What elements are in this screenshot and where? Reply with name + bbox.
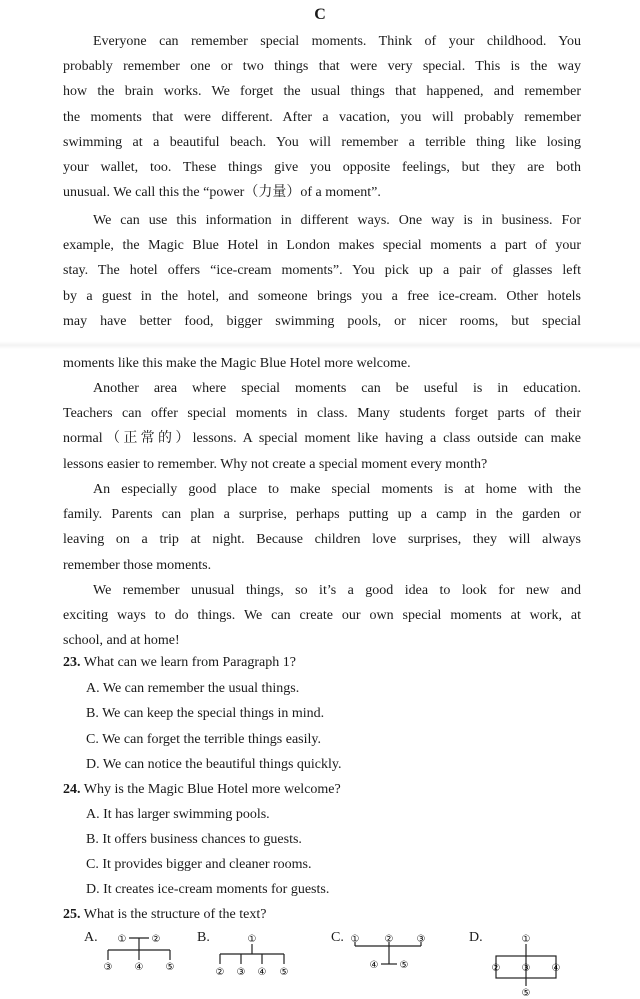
text-line: Everyone can remember special moments. Think of your childhood. You	[93, 34, 581, 49]
option-23-b[interactable]: B. We can keep the special things in mind.	[86, 706, 325, 721]
option-25-d[interactable]: D.	[469, 930, 483, 945]
circled-number: ②	[151, 934, 161, 945]
circled-number: ⑤	[165, 962, 175, 973]
paragraph-4	[63, 477, 581, 578]
option-23-d[interactable]: D. We can notice the beautiful things quickly.	[86, 757, 342, 772]
structure-diagram-c	[345, 928, 440, 974]
option-23-c[interactable]: C. We can forget the terrible things easily.	[86, 732, 321, 747]
text-line: may have better food, bigger swimming pools, or nicer rooms, but special	[63, 313, 581, 329]
text-line: family. Parents can plan a surprise, perhaps putting up a camp in the garden or	[63, 507, 581, 523]
text-line: remember those moments.	[63, 557, 212, 573]
text-line: by a guest in the hotel, and someone brings you a free ice-cream. Other hotels	[63, 288, 581, 304]
structure-diagram-d	[484, 928, 574, 998]
text-line: example, the Magic Blue Hotel in London makes special moments a part of your	[63, 238, 581, 254]
circled-number: ②	[384, 934, 394, 945]
structure-diagram-a	[98, 928, 188, 978]
text-line: unusual. We call this the “power（力量）of a moment”.	[63, 185, 381, 201]
text-line: An especially good place to make special moments is at home with the	[93, 482, 581, 497]
text-line: moments like this make the Magic Blue Hotel more welcome.	[63, 356, 411, 371]
option-25-a[interactable]: A.	[84, 930, 98, 945]
text-line: We remember unusual things, so it’s a good idea to look for new and	[93, 583, 581, 598]
text-line: your wallet, too. These things give you opposite feelings, but they are both	[63, 160, 581, 176]
circled-number: ①	[117, 934, 127, 945]
text-line: lessons easier to remember. Why not create a special moment every month?	[63, 456, 488, 472]
text-line: the moments that were different. After a vacation, you will probably remember	[63, 109, 581, 125]
question-25	[63, 905, 266, 925]
paragraph-2-continued	[63, 351, 581, 376]
text-line: how the brain works. We forget the usual things that happened, and remember	[63, 84, 581, 100]
option-23-a[interactable]: A. We can remember the usual things.	[86, 681, 300, 696]
circled-number: ①	[247, 934, 257, 945]
circled-number: ⑤	[279, 967, 289, 978]
question-text: What can we learn from Paragraph 1?	[83, 655, 296, 670]
question-number: 24.	[63, 782, 81, 797]
question-number: 25.	[63, 907, 81, 922]
circled-number: ④	[369, 960, 379, 971]
text-line: We can use this information in different ways. One way is in business. For	[93, 213, 581, 228]
circled-number: ③	[416, 934, 426, 945]
paragraph-1	[63, 29, 581, 205]
circled-number: ⑤	[521, 988, 531, 998]
option-25-c[interactable]: C.	[331, 930, 344, 945]
text-line: Teachers can offer special moments in class. Many students forget parts of their	[63, 406, 581, 422]
question-text: Why is the Magic Blue Hotel more welcome?	[83, 782, 341, 797]
structure-diagram-b	[210, 928, 300, 982]
section-letter: C	[314, 6, 326, 23]
question-text: What is the structure of the text?	[83, 907, 267, 922]
circled-number: ③	[521, 963, 531, 974]
circled-number: ①	[350, 934, 360, 945]
circled-number: ④	[551, 963, 561, 974]
text-line: Another area where special moments can be useful is in education.	[93, 381, 581, 396]
page-fold	[0, 341, 640, 349]
circled-number: ⑤	[399, 960, 409, 971]
option-25-b[interactable]: B.	[197, 930, 210, 945]
circled-number: ②	[491, 963, 501, 974]
circled-number: ④	[134, 962, 144, 973]
text-line: school, and at home!	[63, 633, 180, 649]
paragraph-3	[63, 376, 581, 477]
option-24-a[interactable]: A. It has larger swimming pools.	[86, 807, 270, 822]
text-line: stay. The hotel offers “ice-cream moments”. You pick up a pair of glasses left	[63, 263, 581, 279]
option-24-d[interactable]: D. It creates ice-cream moments for guests.	[86, 882, 330, 897]
question-number: 23.	[63, 655, 81, 670]
text-line: swimming at a beautiful beach. You will remember a terrible thing like losing	[63, 134, 581, 150]
option-24-b[interactable]: B. It offers business chances to guests.	[86, 832, 302, 847]
question-23	[63, 653, 296, 673]
text-line: normal（正常的）lessons. A special moment like having a class outside can make	[63, 431, 581, 447]
circled-number: ③	[236, 967, 246, 978]
circled-number: ③	[103, 962, 113, 973]
circled-number: ④	[257, 967, 267, 978]
circled-number: ②	[215, 967, 225, 978]
question-24	[63, 780, 341, 800]
circled-number: ①	[521, 934, 531, 945]
option-24-c[interactable]: C. It provides bigger and cleaner rooms.	[86, 857, 312, 872]
paragraph-5	[63, 578, 581, 654]
text-line: leaving on a trip at night. Because children love surprises, they will always	[63, 532, 581, 548]
paragraph-2	[63, 208, 581, 334]
text-line: probably remember one or two things that were very special. This is the way	[63, 59, 581, 75]
text-line: exciting ways to do things. We can create our own special moments at work, at	[63, 608, 581, 624]
